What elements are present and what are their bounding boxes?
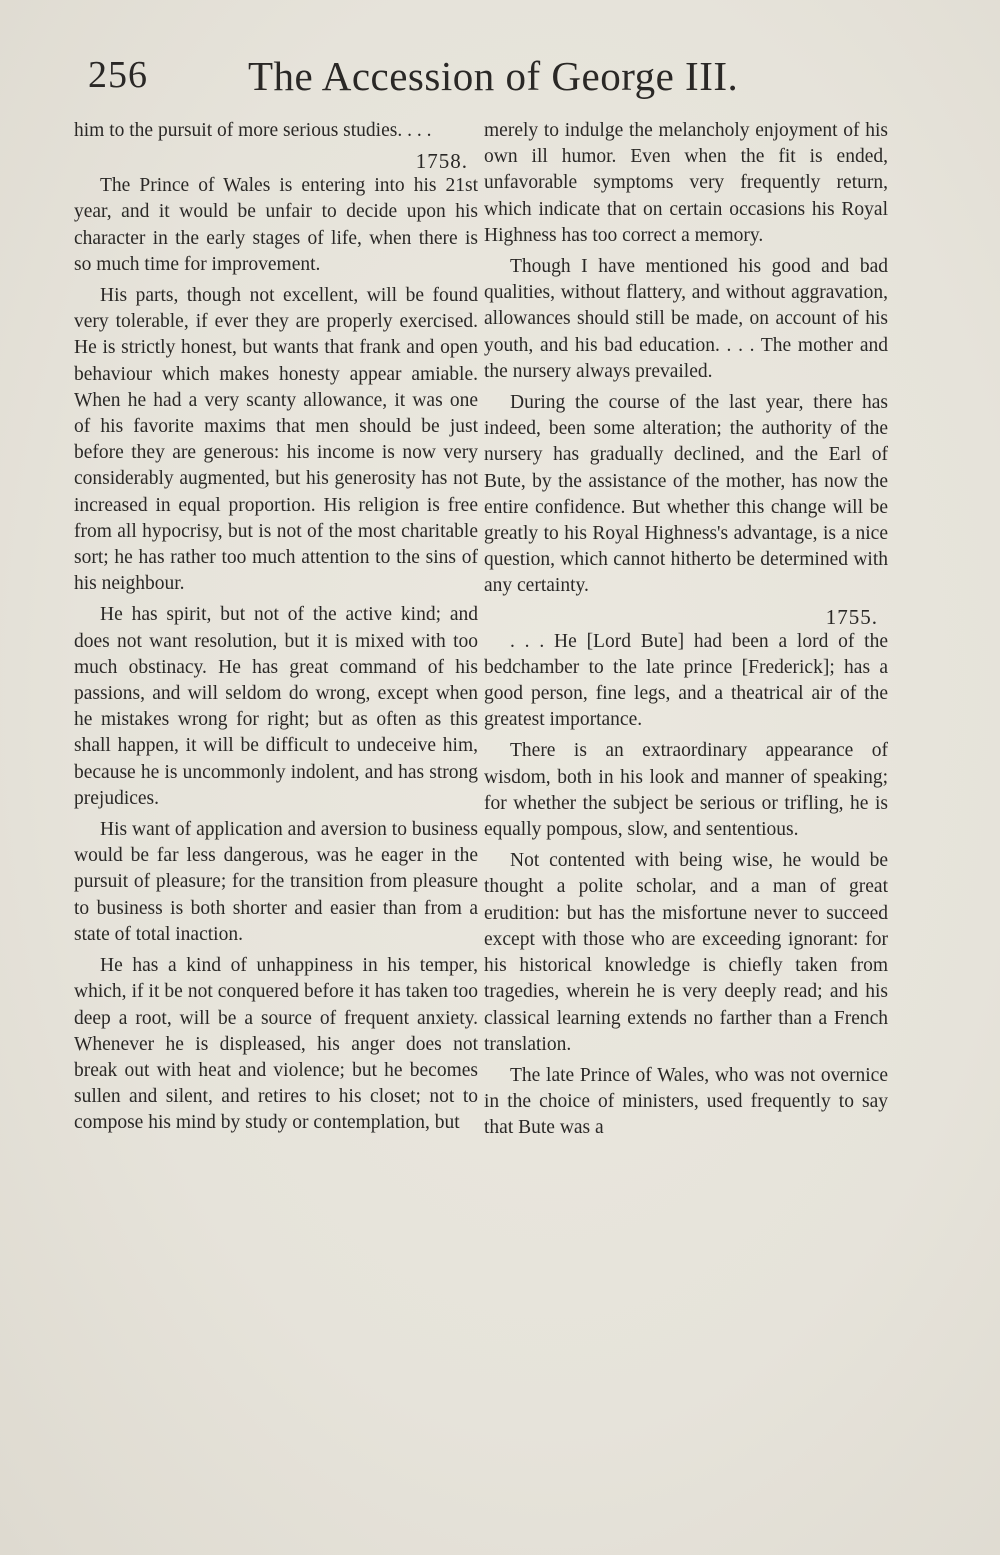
paragraph: He has spirit, but not of the active kind; and does not want resolution, but it is mixed with too much obstinacy. He has great command of his passions, and will seldom do wrong, except when he mistakes wrong for right; but as often as this shall happen, it will be difficult to undeceive him, because he is uncommonly indolent, and has strong prejudices.	[74, 604, 478, 809]
left-column	[74, 118, 478, 1142]
paragraph: His want of application and aversion to business would be far less dangerous, was he eager in the pursuit of pleasure; for the transition from pleasure to business is both shorter and easier than from a state of total inaction.	[74, 819, 478, 945]
paragraph: During the course of the last year, there has indeed, been some alteration; the authority of the nursery has gradually declined, and the Earl of Bute, by the assistance of the mother, has now the entire confidence. But whether this change will be greatly to his Royal Highness's advantage, is a nice question, which cannot hitherto be determined with any certainty.	[484, 392, 888, 597]
paragraph: him to the pursuit of more serious studies. . . .	[74, 120, 432, 141]
paragraph: . . . He [Lord Bute] had been a lord of the bedchamber to the late prince [Frederick]; has a good person, fine legs, and a theatrical air of the greatest importance.	[484, 630, 888, 731]
paragraph: Not contented with being wise, he would be thought a polite scholar, and a man of great erudition: but has the misfortune never to succeed except with those who are exceeding ignorant: for his historical knowledge is chiefly taken from tragedies, wherein he is very deeply read; and his classical learning extends no farther than a French translation.	[484, 850, 888, 1055]
running-title: The Accession of George III.	[248, 53, 739, 99]
page-number: 256	[88, 54, 148, 96]
paragraph: merely to indulge the melancholy enjoyment of his own ill humor. Even when the fit is ended, unfavorable symptoms very frequently return, which indicate that on certain occasions his Royal Highness has too correct a memory.	[484, 120, 888, 246]
paragraph: Though I have mentioned his good and bad qualities, without flattery, and without aggravation, allowances should still be made, on account of his youth, and his bad education. . . . The mother and the nursery always prevailed.	[484, 256, 888, 382]
date-heading: 1755.	[825, 604, 878, 629]
paragraph: He has a kind of unhappiness in his temper, which, if it be not conquered before it has taken too deep a root, will be a source of frequent anxiety. Whenever he is displeased, his anger does not break out with heat and violence; but he becomes sullen and silent, and retires to his closet; not to compose his mind by study or contemplation, but	[74, 955, 478, 1134]
date-heading: 1758.	[415, 149, 468, 174]
paragraph: There is an extraordinary appearance of wisdom, both in his look and manner of speaking; for whether the subject be serious or trifling, he is equally pompous, slow, and sententious.	[484, 740, 888, 841]
paragraph: The Prince of Wales is entering into his 21st year, and it would be unfair to decide upon his character in the early stages of life, when there is so much time for improvement.	[74, 175, 478, 275]
right-column	[484, 118, 888, 1147]
paragraph: His parts, though not excellent, will be found very tolerable, if ever they are properly exercised. He is strictly honest, but wants that frank and open behaviour which makes honesty appear amiable. When he had a very scanty allowance, it was one of his favorite maxims that men should be just before they are generous: his income is now very considerably augmented, but his generosity has not increased in equal proportion. His religion is free from all hypocrisy, but is not of the most charitable sort; he has rather too much attention to the sins of his neighbour.	[74, 285, 478, 595]
paragraph: The late Prince of Wales, who was not overnice in the choice of ministers, used frequently to say that Bute was a	[484, 1064, 888, 1139]
